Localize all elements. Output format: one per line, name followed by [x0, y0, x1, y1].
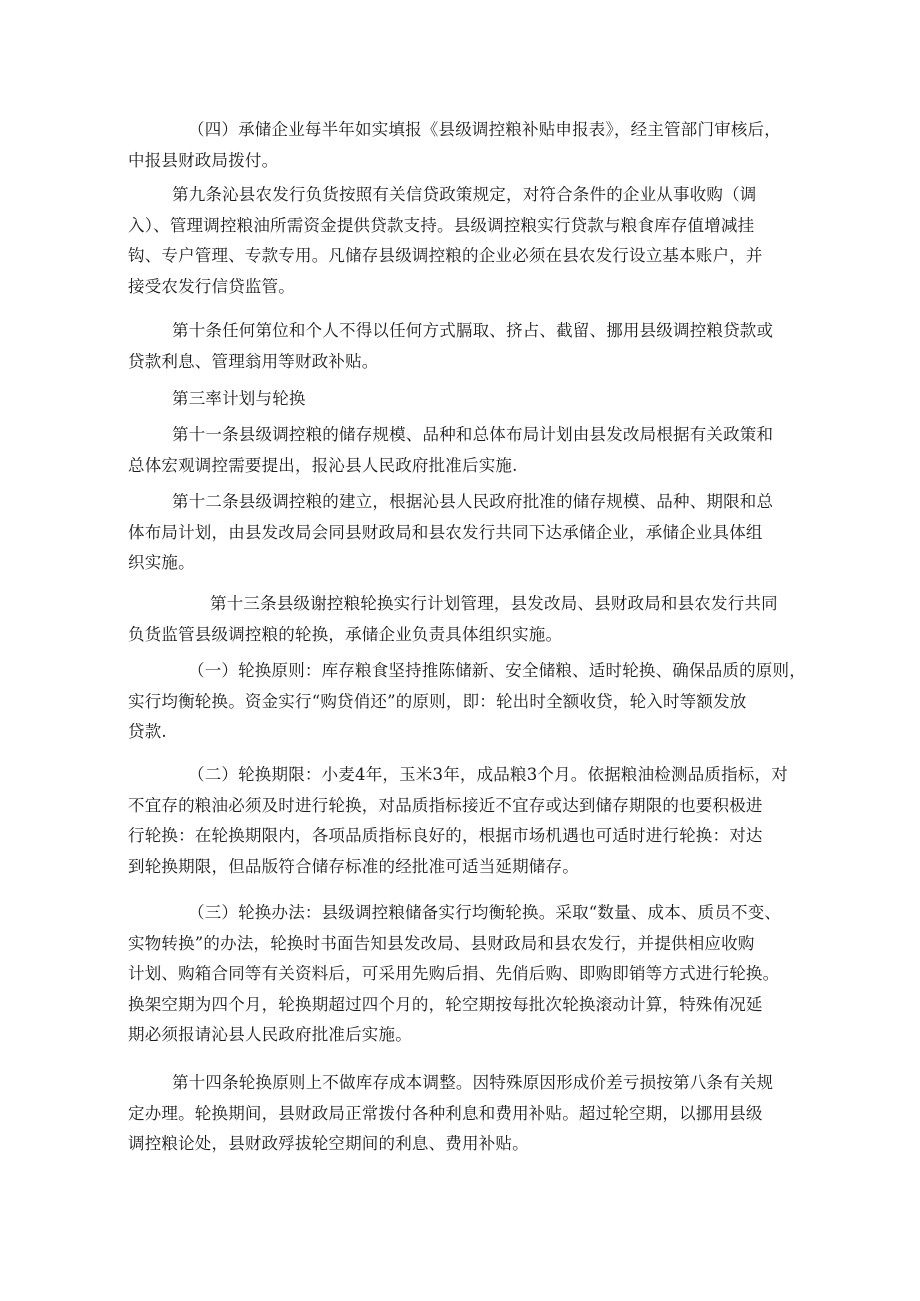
paragraph-article-12: [128, 487, 792, 579]
paragraph-line: 第十一条县级调控粮的储存规模、品种和总体布局计划由县发改局根据有关政策和: [172, 425, 774, 444]
paragraph-rotation-method: [128, 898, 792, 1051]
paragraph-article-10: [128, 316, 792, 377]
paragraph-rotation-period: [128, 760, 792, 882]
paragraph-line: 接受农发行信贷监管。: [128, 276, 295, 296]
paragraph-line: 负货监管县级调控粮的轮换，承储企业负责具体组织实施。: [128, 624, 563, 644]
paragraph-line: 第十三条县级谢控粮轮换实行计划管理，县发改局、县财政局和县农发行共同: [210, 594, 778, 613]
paragraph-article-13: [128, 589, 792, 650]
paragraph-line: 总体宏观调控需要提出，报沁县人民政府批准后实施.: [128, 455, 518, 475]
paragraph-article-11: [128, 420, 792, 481]
paragraph-line: 换架空期为四个月，轮换期超过四个月的，轮空期按每批次轮换滚动计算，特殊侑况延: [128, 994, 763, 1014]
paragraph-line: 第九条沁县农发行负货按照有关信贷政策规定，对符合条件的企业从事收购（调: [172, 185, 757, 204]
paragraph-line: 体布局计划，由县发改局会同县财政局和县农发行共同下达承储企业，承储企业具体组: [128, 522, 763, 542]
paragraph-four-subsidy-report: [128, 115, 792, 176]
paragraph-line: 实行均衡轮换。资金实行“购贷俏还”的原则，即：轮出时全额收贷，轮入时等额发放: [128, 691, 747, 711]
paragraph-line: 调控粮论处，县财政殍拔轮空期间的利息、费用补贴。: [128, 1134, 529, 1153]
chapter-3-heading: [172, 384, 792, 415]
paragraph-line: 第十四条轮换原则上不做库存成本调整。因特殊原因形成价差亏损按第八条有关规: [172, 1073, 774, 1092]
paragraph-line: 第十二条县级调控粮的建立，根据沁县人民政府批准的储存规模、品种、期限和总: [172, 492, 774, 511]
paragraph-rotation-principle: [128, 656, 806, 748]
paragraph-line: 行轮换：在轮换期限内，各项品质指标良好的，根据市场机遇也可适时进行轮换：对达: [128, 826, 763, 845]
paragraph-line: （二）轮换期限：小麦4年，玉米3年，成品粮3个月。依据粮油检测品质指标，对: [188, 765, 788, 784]
paragraph-article-14: [128, 1068, 792, 1160]
paragraph-line: 第三率计划与轮换: [172, 389, 306, 408]
paragraph-line: 贷款.: [128, 722, 167, 741]
paragraph-line: 第十条任何第位和个人不得以任何方式膈取、挤占、截留、挪用县级调控粮贷款或: [172, 321, 774, 340]
paragraph-line: 定办理。轮换期间，县财政局正常拨付各种利息和费用补贴。超过轮空期，以挪用县级: [128, 1103, 763, 1123]
paragraph-line: 到轮换期限，但品版符合储存标准的经批准可适当延期储存。: [128, 856, 579, 876]
paragraph-line: 钩、专户管理、专款专用。凡储存县级调控粮的企业必须在县农发行设立基本账户，并: [128, 246, 763, 265]
paragraph-line: （三）轮换办法：县级调控粮储备实行均衡轮换。采取“数量、成本、质员不变、: [188, 903, 782, 922]
paragraph-line: 期必须报请沁县人民政府批准后实施。: [128, 1025, 412, 1044]
paragraph-line: 中报县财政局拨付。: [128, 150, 279, 170]
paragraph-line: （一）轮换原则：库存粮食坚持推陈储新、安全储粮、适时轮换、确保品质的原则，: [188, 661, 806, 680]
paragraph-line: 入）、管理调控粮油所需资金提供贷款支持。县级调控粮实行贷款与粮食库存值增减挂: [128, 215, 755, 235]
paragraph-line: 实物转换”的办法，轮换时书面告知县发改局、县财政局和县农发行，并提供相应收购: [128, 933, 755, 953]
paragraph-line: 不宜存的粮油必须及时进行轮换，对品质指标接近不宜存或达到储存期限的也要积极进: [128, 795, 763, 815]
paragraph-article-9: [128, 180, 792, 302]
paragraph-line: 贷款利息、管理翁用等财政补贴。: [128, 351, 379, 371]
paragraph-line: 织实施。: [128, 553, 195, 572]
paragraph-line: （四）承储企业每半年如实填报《县级调控粮补贴申报表》，经主管部门审核后，: [188, 120, 781, 139]
paragraph-line: 计划、购箱合同等有关资料后，可采用先购后捐、先俏后购、即购即销等方式进行轮换。: [128, 964, 780, 983]
